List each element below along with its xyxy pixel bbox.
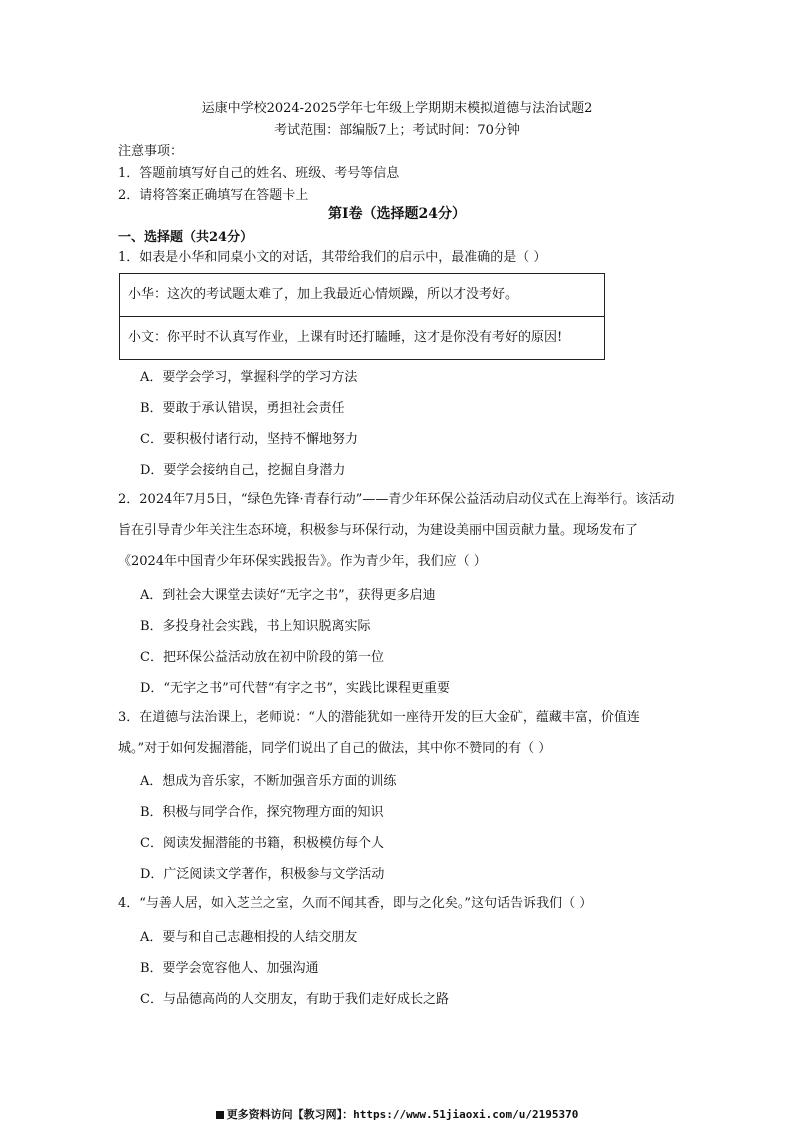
dialog-row-xiaowen: 小文：你平时不认真写作业，上课有时还打瞌睡，这才是你没有考好的原因! bbox=[120, 316, 604, 359]
question-1-option-c: C．要积极付诸行动，坚持不懈地努力 bbox=[140, 432, 358, 447]
question-2-option-a: A．到社会大课堂去读好“无字之书”，获得更多启迪 bbox=[140, 588, 436, 603]
question-2-option-d: D．“无字之书”可代替“有字之书”，实践比课程更重要 bbox=[140, 681, 451, 696]
question-1-dialog-table bbox=[119, 273, 605, 360]
flag-icon bbox=[216, 1111, 224, 1119]
volume-title: 第I卷（选择题24分） bbox=[327, 206, 467, 222]
notes-heading: 注意事项： bbox=[118, 144, 184, 159]
question-3-option-a: A．想成为音乐家，不断加强音乐方面的训练 bbox=[140, 774, 397, 789]
footer-link[interactable]: 更多资料访问【教习网】：https://www.51jiaoxi.com/u/2195370 bbox=[226, 1108, 579, 1121]
question-3-option-b: B．积极与同学合作，探究物理方面的知识 bbox=[140, 805, 384, 820]
question-1-option-a: A．要学会学习，掌握科学的学习方法 bbox=[140, 370, 358, 385]
footer bbox=[0, 1106, 794, 1122]
question-1-option-d: D．要学会接纳自己，挖掘自身潜力 bbox=[140, 463, 346, 478]
question-4-stem: 4．“与善人居，如入芝兰之室，久而不闻其香，即与之化矣。”这句话告诉我们（ ） bbox=[118, 896, 593, 911]
exam-subtitle: 考试范围：部编版7上；考试时间：70分钟 bbox=[274, 123, 520, 138]
question-4-option-a: A．要与和自己志趣相投的人结交朋友 bbox=[140, 930, 358, 945]
question-1-option-b: B．要敢于承认错误，勇担社会责任 bbox=[140, 401, 345, 416]
question-4-option-b: B．要学会宽容他人、加强沟通 bbox=[140, 961, 319, 976]
notes-item: 1．答题前填写好自己的姓名、班级、考号等信息 bbox=[118, 166, 400, 181]
question-3-option-c: C．阅读发掘潜能的书籍，积极模仿每个人 bbox=[140, 836, 384, 851]
question-2-option-c: C．把环保公益活动放在初中阶段的第一位 bbox=[140, 650, 384, 665]
question-1-stem: 1．如表是小华和同桌小文的对话，其带给我们的启示中，最准确的是（ ） bbox=[118, 250, 547, 265]
question-4-option-c: C．与品德高尚的人交朋友，有助于我们走好成长之路 bbox=[140, 992, 449, 1007]
question-2-option-b: B．多投身社会实践，书上知识脱离实际 bbox=[140, 619, 371, 634]
question-3-stem: 3．在道德与法治课上，老师说：“人的潜能犹如一座待开发的巨大金矿，蕴藏丰富，价值连城。”对于如何发掘潜能，同学们说出了自己的做法，其中你不赞同的有（ ） bbox=[118, 710, 640, 756]
exam-title: 运康中学校2024-2025学年七年级上学期期末模拟道德与法治试题2 bbox=[201, 101, 593, 116]
question-3-option-d: D．广泛阅读文学著作，积极参与文学活动 bbox=[140, 867, 385, 882]
question-2-stem: 2．2024年7月5日，“绿色先锋·青春行动”——青少年环保公益活动启动仪式在上海举行。该活动旨在引导青少年关注生态环境，积极参与环保行动，为建设美丽中国贡献力量。现场发布了《2024年中国青少年环保实践报告》。作为青少年，我们应（ ） bbox=[118, 492, 675, 569]
notes-item: 2．请将答案正确填写在答题卡上 bbox=[118, 188, 309, 203]
section-title: 一、选择题（共24分） bbox=[118, 230, 254, 245]
notes-section bbox=[118, 141, 399, 207]
dialog-row-xiaohua: 小华：这次的考试题太难了，加上我最近心情烦躁，所以才没考好。 bbox=[128, 287, 519, 302]
